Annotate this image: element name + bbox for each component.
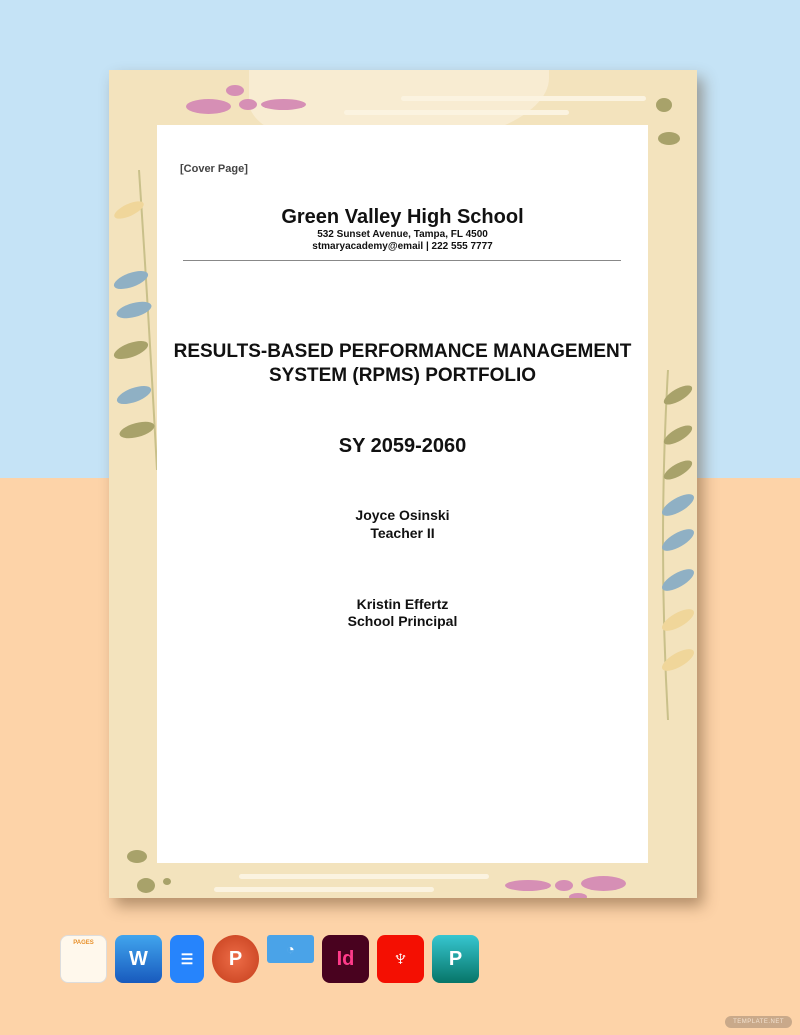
leaf-branch-right-icon: [648, 370, 697, 720]
pages-icon-label: PAGES: [73, 940, 94, 946]
publisher-icon[interactable]: [432, 935, 479, 983]
school-address: 532 Sunset Avenue, Tampa, FL 4500: [317, 229, 488, 240]
decor-pink-dot: [186, 99, 231, 114]
school-contact: stmaryacademy@email | 222 555 7777: [312, 241, 493, 252]
decor-olive-dot: [163, 878, 171, 885]
decor-bar: [344, 110, 569, 115]
decor-bar: [239, 874, 489, 879]
decor-bar: [401, 96, 646, 101]
decor-pink-dot: [505, 880, 551, 891]
document-page: [157, 125, 648, 863]
keynote-icon[interactable]: ◔: [267, 935, 314, 963]
principal-name: Kristin Effertz: [356, 596, 449, 612]
decor-pink-dot: [569, 893, 587, 898]
portfolio-title-line1: RESULTS-BASED PERFORMANCE MANAGEMENT: [173, 341, 632, 362]
acrobat-icon[interactable]: ♆: [377, 935, 424, 983]
decor-pink-dot: [555, 880, 573, 891]
teacher-role: Teacher II: [370, 525, 435, 541]
word-icon[interactable]: [115, 935, 162, 983]
decor-pink-dot: [239, 99, 257, 110]
leaf-branch-left-icon: [109, 170, 157, 470]
school-name: Green Valley High School: [281, 206, 524, 228]
header-divider: [183, 260, 621, 261]
indesign-icon-label: Id: [336, 947, 355, 970]
decor-olive-dot: [127, 850, 147, 863]
decor-olive-dot: [658, 132, 680, 145]
decor-pink-dot: [581, 876, 626, 891]
powerpoint-icon-label: P: [228, 947, 243, 970]
decor-olive-dot: [656, 98, 672, 112]
publisher-icon-label: P: [448, 947, 463, 970]
decor-pink-dot: [261, 99, 306, 110]
school-year: SY 2059-2060: [338, 435, 467, 457]
teacher-name: Joyce Osinski: [355, 507, 450, 523]
app-icon-row: [60, 935, 479, 983]
decor-olive-dot: [137, 878, 155, 893]
watermark: TEMPLATE.NET: [725, 1016, 792, 1028]
principal-role: School Principal: [347, 613, 458, 629]
decor-bar: [214, 887, 434, 892]
google-docs-icon[interactable]: ☰: [170, 935, 204, 983]
portfolio-title-line2: SYSTEM (RPMS) PORTFOLIO: [268, 365, 537, 386]
indesign-icon[interactable]: [322, 935, 369, 983]
decor-pink-dot: [226, 85, 244, 96]
pages-icon[interactable]: [60, 935, 107, 983]
word-icon-label: W: [129, 947, 148, 970]
powerpoint-icon[interactable]: [212, 935, 259, 983]
cover-page-label: [Cover Page]: [180, 163, 248, 175]
